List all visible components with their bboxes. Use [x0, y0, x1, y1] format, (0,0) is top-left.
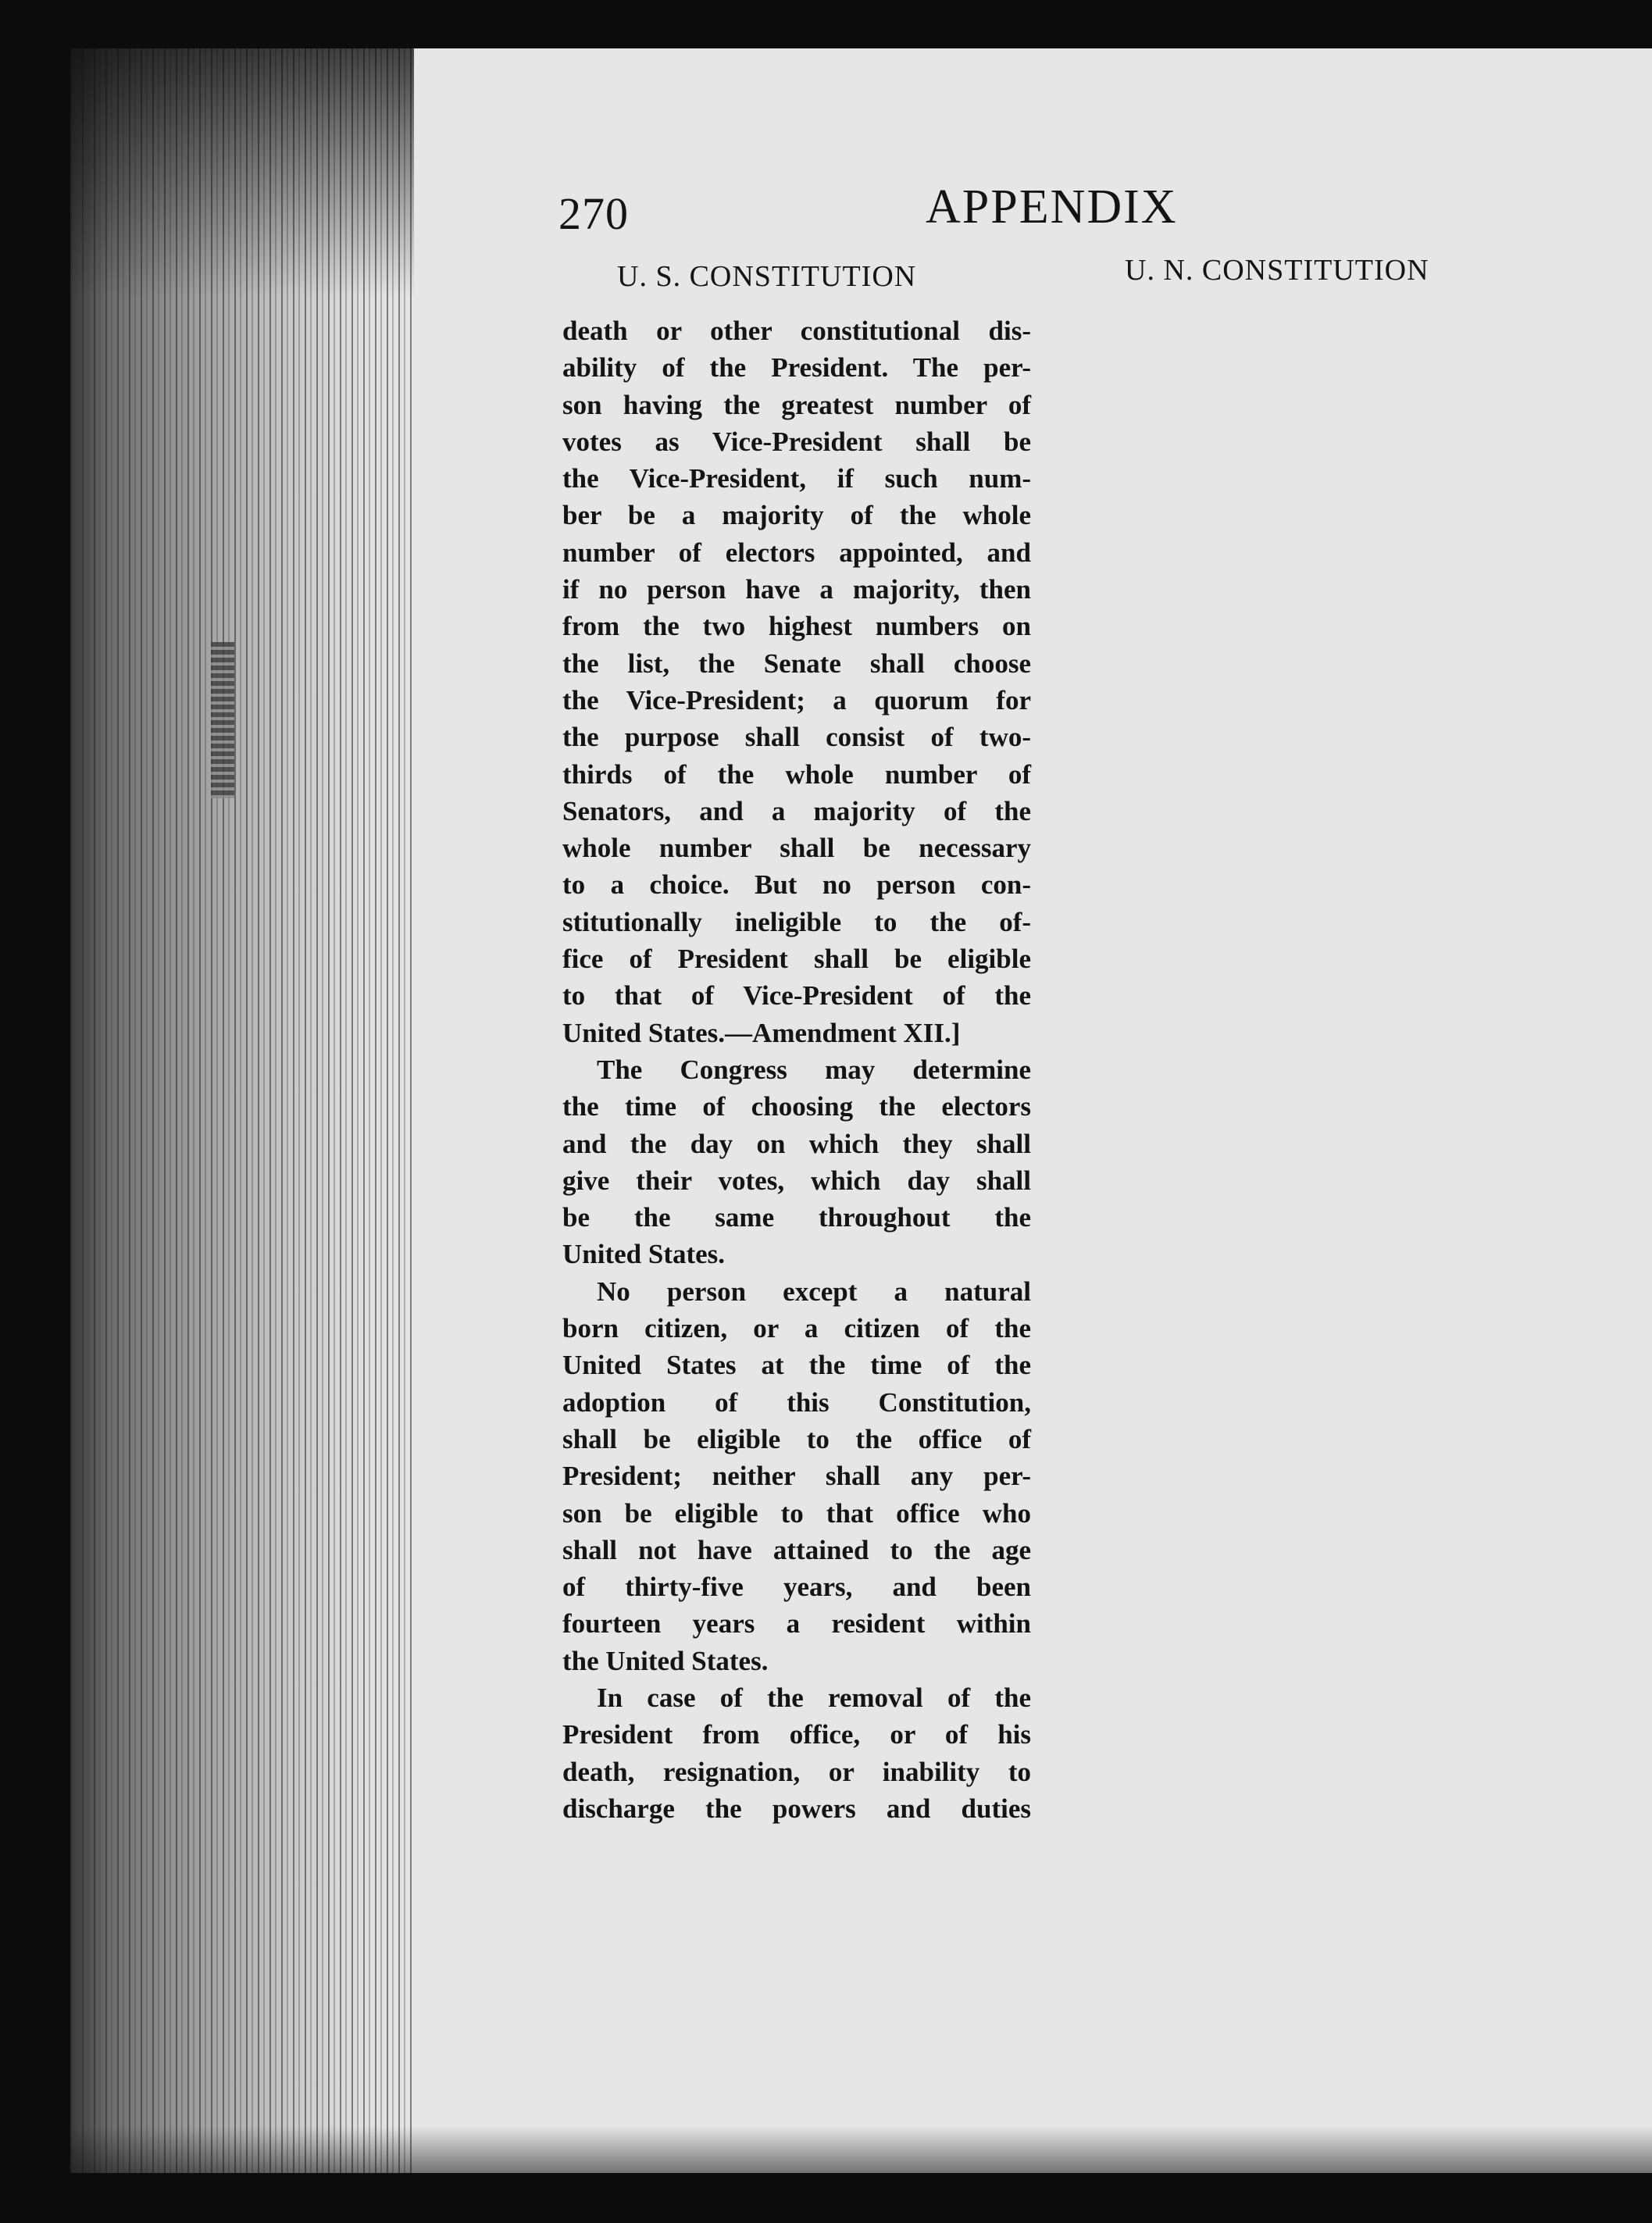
text-line: if no person have a majority, then: [562, 574, 1031, 605]
text-line: and the day on which they shall: [562, 1128, 1031, 1159]
text-line: the Vice-President, if such num-: [562, 463, 1031, 494]
text-line: the purpose shall consist of two-: [562, 722, 1031, 753]
text-line: Senators, and a majority of the: [562, 795, 1031, 826]
text-line: shall not have attained to the age: [562, 1534, 1031, 1565]
text-line: number of electors appointed, and: [562, 537, 1031, 568]
gutter-smudge: [211, 642, 234, 798]
text-line: to a choice. But no person con-: [562, 869, 1031, 901]
page-number: 270: [558, 188, 629, 239]
text-line: be the same throughout the: [562, 1202, 1031, 1233]
text-line: ability of the President. The per-: [562, 352, 1031, 384]
text-line: United States.—Amendment XII.]: [562, 1017, 961, 1048]
column-heading-us-constitution: U. S. CONSTITUTION: [617, 260, 917, 293]
text-line: son be eligible to that office who: [562, 1497, 1031, 1529]
book-gutter: [70, 48, 414, 2173]
text-line: born citizen, or a citizen of the: [562, 1313, 1031, 1344]
text-line: give their votes, which day shall: [562, 1165, 1031, 1196]
text-line: fice of President shall be eligible: [562, 944, 1031, 975]
text-line: No person except a natural: [597, 1276, 1031, 1307]
text-line: the list, the Senate shall choose: [562, 648, 1031, 679]
text-line: stitutionally ineligible to the of-: [562, 906, 1031, 937]
text-line: President from office, or of his: [562, 1719, 1031, 1750]
text-line: death or other constitutional dis-: [562, 316, 1031, 346]
text-line: of thirty-five years, and been: [562, 1572, 1031, 1603]
text-line: death, resignation, or inability to: [562, 1756, 1031, 1787]
text-line: ber be a majority of the whole: [562, 500, 1031, 531]
text-line: shall be eligible to the office of: [562, 1423, 1031, 1454]
text-line: The Congress may determine: [597, 1054, 1031, 1085]
text-line: United States at the time of the: [562, 1350, 1031, 1381]
text-line: discharge the powers and duties: [562, 1793, 1031, 1824]
text-line: son having the greatest number of: [562, 389, 1031, 420]
text-line: to that of Vice-President of the: [562, 980, 1031, 1012]
page-bottom-shadow: [70, 2126, 1652, 2173]
column-heading-un-constitution: U. N. CONSTITUTION: [1125, 254, 1429, 287]
text-line: United States.: [562, 1239, 726, 1270]
text-line: from the two highest numbers on: [562, 611, 1031, 642]
text-line: the time of choosing the electors: [562, 1091, 1031, 1122]
text-line: votes as Vice-President shall be: [562, 426, 1031, 457]
gutter-shadow: [70, 48, 414, 298]
text-line: In case of the removal of the: [597, 1682, 1031, 1713]
running-head: APPENDIX: [926, 180, 1178, 234]
text-line: President; neither shall any per-: [562, 1461, 1031, 1492]
text-line: thirds of the whole number of: [562, 758, 1031, 790]
text-line: fourteen years a resident within: [562, 1608, 1031, 1640]
text-line: adoption of this Constitution,: [562, 1386, 1031, 1418]
text-line: the United States.: [562, 1645, 769, 1676]
text-line: whole number shall be necessary: [562, 833, 1031, 864]
text-line: the Vice-President; a quorum for: [562, 684, 1031, 715]
us-constitution-text-column: [562, 312, 1031, 1827]
